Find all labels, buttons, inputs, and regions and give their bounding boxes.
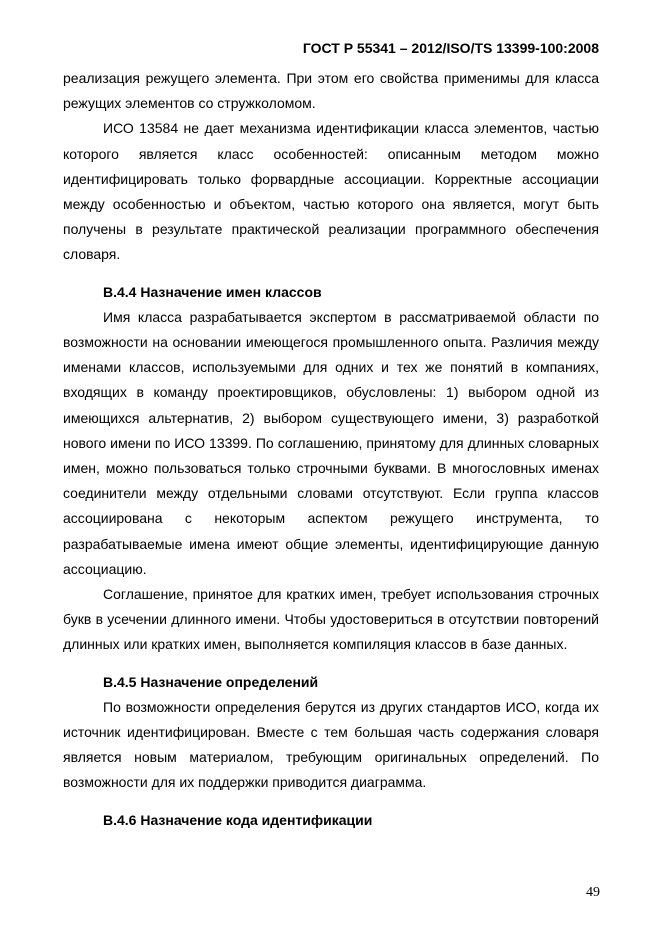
section-heading-b44: В.4.4 Назначение имен классов (103, 283, 322, 300)
section-heading-b46: В.4.6 Назначение кода идентификации (103, 811, 373, 828)
document-header: ГОСТ Р 55341 – 2012/ISO/TS 13399-100:2008 (302, 40, 599, 56)
paragraph-definitions: По возможности определения берутся из других стандартов ИСО, когда их источник идентифицирован. Вместе с тем большая часть содержания словаря является новым материалом, требующим оригинальных определений. По возможности для их поддержки приводится диаграмма. (63, 698, 599, 791)
paragraph-continuation: реализация режущего элемента. При этом его свойства применимы для класса режущих элементов со стружколомом. (63, 70, 599, 112)
document-body (63, 66, 599, 833)
paragraph-class-names: Имя класса разрабатывается экспертом в рассматриваемой области по возможности на основании имеющегося промышленного опыта. Различия между именами классов, используемыми для одних и тех же понятий в компаниях, входящих в команду проектировщиков, обусловлены: 1) выбором одной из имеющихся альтернатив, 2) выбором существующего имени, 3) разработкой нового имени по ИСО 13399. По соглашению, принятому для длинных словарных имен, можно пользоваться только строчными буквами. В многословных именах соединители между отдельными словами отсутствуют. Если группа классов ассоциирована с некоторым аспектом режущего инструмента, то разрабатываемые имена имеют общие элементы, идентифицирующие данную ассоциацию. (63, 308, 599, 577)
paragraph-iso-13584: ИСО 13584 не дает механизма идентификации класса элементов, частью которого является класс особенностей: описанным методом можно идентифицировать только форвардные ассоциации. Корректные ассоциации между особенностью и объектом, частью которого она является, могут быть получены в результате практической реализации программного обеспечения словаря. (63, 120, 599, 263)
page-number: 49 (586, 885, 600, 900)
section-heading-b45: В.4.5 Назначение определений (103, 673, 319, 690)
paragraph-short-names: Соглашение, принятое для кратких имен, требует использования строчных букв в усечении длинного имени. Чтобы удостовериться в отсутствии повторений длинных или кратких имен, выполняется компиляция классов в базе данных. (63, 586, 599, 653)
